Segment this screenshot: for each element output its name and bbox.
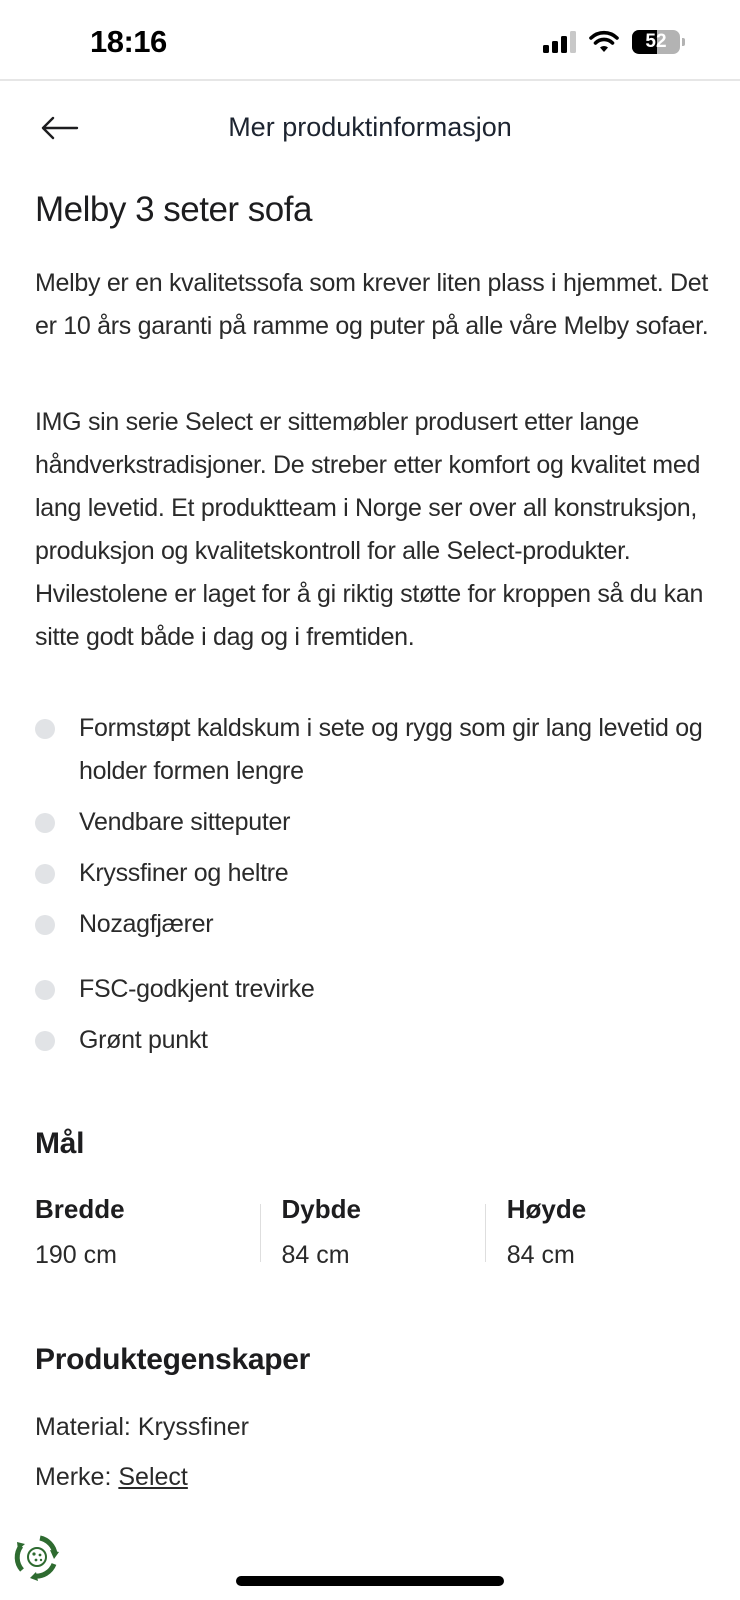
wifi-icon [588,30,620,54]
battery-icon [632,30,685,54]
dimension-height: Høyde 84 cm [485,1192,710,1272]
list-item: Vendbare sitteputer [35,801,710,844]
list-item: Kryssfiner og heltre [35,852,710,895]
feature-list [35,707,710,1062]
header-divider [0,79,740,81]
battery-percent: 52 [645,31,667,52]
bullet-icon [35,1031,55,1051]
property-material: Material: Kryssfiner [35,1413,249,1441]
dimension-depth: Dybde 84 cm [260,1192,485,1272]
brand-link[interactable]: Select [118,1463,188,1491]
dimensions-table [35,1192,710,1272]
property-brand: Merke: Select [35,1463,188,1491]
list-item: Nozagfjærer [35,903,710,946]
status-icons [543,30,685,54]
cellular-signal-icon [543,31,576,53]
dimension-width: Bredde 190 cm [35,1194,125,1269]
bullet-icon [35,915,55,935]
product-title: Melby 3 seter sofa [35,190,312,229]
status-time: 18:16 [90,24,167,59]
bullet-icon [35,813,55,833]
list-item: FSC-godkjent trevirke [35,968,710,1011]
dimensions-heading: Mål [35,1127,85,1160]
bullet-icon [35,980,55,1000]
status-bar [0,0,740,80]
bullet-icon [35,864,55,884]
home-indicator[interactable] [236,1576,504,1586]
properties-list [35,1410,710,1494]
eco-badge-button[interactable] [12,1532,62,1582]
page-title: Mer produktinformasjon [228,112,512,142]
list-item: Grønt punkt [35,1019,710,1062]
list-item: Formstøpt kaldskum i sete og rygg som gir lang levetid og holder formen lengre [35,707,710,793]
product-info-content [35,188,710,1510]
series-description: IMG sin serie Select er sittemøbler produsert etter lange håndverkstradisjoner. De streber etter komfort og kvalitet med lang levetid. Et produktteam i Norge ser over all konstruksjon, produksjon og kvalitetskontroll for alle Select-produkter. Hvilestolene er laget for å gi riktig støtte for kroppen så du kan sitte godt både i dag og i fremtiden. [35,408,704,651]
product-description: Melby er en kvalitetssofa som krever liten plass i hjemmet. Det er 10 års garanti på ramme og puter på alle våre Melby sofaer. [35,269,709,340]
nav-bar [0,100,740,156]
properties-heading: Produktegenskaper [35,1343,310,1376]
recycle-eco-icon [12,1532,62,1582]
bullet-icon [35,719,55,739]
